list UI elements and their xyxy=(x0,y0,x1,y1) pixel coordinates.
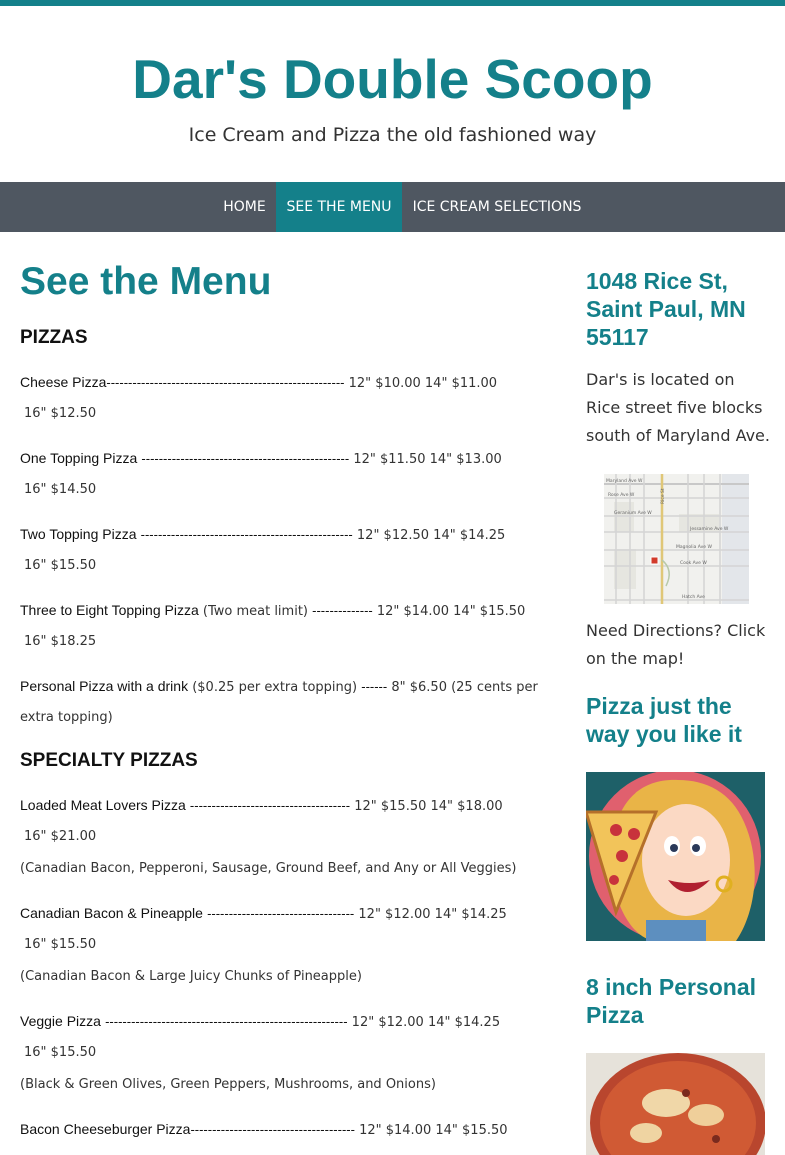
menu-item-name: Bacon Cheeseburger Pizza xyxy=(20,1121,191,1137)
menu-item-veggie-pizza xyxy=(20,1005,540,1039)
menu-item-prices: 12" $10.00 14" $11.00 xyxy=(348,376,498,391)
menu-item-cheese-pizza xyxy=(20,366,540,400)
menu-item-prices: 8" $6.50 (25 cents per xyxy=(391,680,538,695)
menu-item-bacon-cheeseburger-pizza xyxy=(20,1113,540,1147)
menu-item-leader: -------------- xyxy=(312,603,373,618)
map-image xyxy=(604,474,749,604)
menu-item-prices: 12" $15.50 14" $18.00 xyxy=(354,799,503,814)
personal-pizza-image xyxy=(586,1053,765,1155)
menu-item-leader: ------------------------------------------------- xyxy=(140,527,353,542)
menu-item-prices-continued: 16" $15.50 xyxy=(24,937,97,952)
menu-item-name: Three to Eight Topping Pizza xyxy=(20,602,199,618)
menu-item-name: Two Topping Pizza xyxy=(20,526,137,542)
menu-item-two-topping-pizza xyxy=(20,518,540,552)
location-text: Dar's is located on Rice street five blocks south of Maryland Ave. xyxy=(586,370,770,445)
menu-item-leader: ---------------------------------- xyxy=(207,906,355,921)
location-map[interactable] xyxy=(604,474,749,604)
menu-item-name: Veggie Pizza xyxy=(20,1013,101,1029)
menu-item-name: Loaded Meat Lovers Pizza xyxy=(20,797,186,813)
menu-item-description: (Black & Green Olives, Green Peppers, Mushrooms, and Onions) xyxy=(20,1077,436,1092)
menu-item-prices-continued: 16" $15.50 xyxy=(24,558,97,573)
pizza-heading: Pizza just the way you like it xyxy=(586,693,742,747)
menu-item-three-to-eight-topping-pizza xyxy=(20,594,540,628)
menu-item-note: ($0.25 per extra topping) xyxy=(188,680,362,695)
menu-item-description: (Canadian Bacon & Large Juicy Chunks of Pineapple) xyxy=(20,969,362,984)
menu-item-prices: 12" $14.00 14" $15.50 xyxy=(376,604,526,619)
directions-text[interactable]: Need Directions? Click on the map! xyxy=(586,621,766,668)
pizza-girl-illustration xyxy=(586,772,765,941)
menu-item-name: Canadian Bacon & Pineapple xyxy=(20,905,203,921)
map-label-hatch: Hatch Ave xyxy=(682,595,705,600)
page-title: See the Menu xyxy=(20,260,272,303)
menu-item-leader: ------ xyxy=(361,679,388,694)
section-heading-specialty-pizzas: SPECIALTY PIZZAS xyxy=(20,750,198,771)
menu-item-name: One Topping Pizza xyxy=(20,450,138,466)
nav-item-ice-cream-selections[interactable]: ICE CREAM SELECTIONS xyxy=(412,199,582,215)
menu-item-personal-pizza xyxy=(20,670,540,704)
menu-item-description: (Canadian Bacon, Pepperoni, Sausage, Ground Beef, and Any or All Veggies) xyxy=(20,861,517,876)
menu-item-prices-continued: 16" $21.00 xyxy=(24,829,97,844)
menu-item-prices: 12" $11.50 14" $13.00 xyxy=(353,452,502,467)
section-heading-pizzas: PIZZAS xyxy=(20,327,88,348)
menu-item-prices-continued: 16" $15.50 xyxy=(24,1045,97,1060)
menu-item-leader: ------------------------------------------------ xyxy=(141,451,350,466)
main-nav xyxy=(0,182,785,232)
map-label-geranium: Geranium Ave W xyxy=(614,511,652,516)
menu-item-name: Cheese Pizza xyxy=(20,374,107,390)
menu-item-prices: 12" $12.50 14" $14.25 xyxy=(356,528,506,543)
menu-item-one-topping-pizza xyxy=(20,442,540,476)
personal-pizza-heading: 8 inch Personal Pizza xyxy=(586,974,757,1028)
site-title[interactable]: Dar's Double Scoop xyxy=(132,48,653,110)
menu-item-name: Personal Pizza with a drink xyxy=(20,678,189,694)
menu-item-prices: 12" $12.00 14" $14.25 xyxy=(351,1015,501,1030)
menu-item-leader: ------------------------------------------------------- xyxy=(106,375,345,390)
map-label-rice: Rice St xyxy=(661,488,666,504)
map-label-rose: Rose Ave W xyxy=(608,493,635,498)
menu-item-note: (Two meat limit) xyxy=(198,604,313,619)
top-accent-bar xyxy=(0,0,785,6)
address-heading: 1048 Rice St, Saint Paul, MN 55117 xyxy=(586,268,746,350)
nav-item-see-the-menu[interactable]: SEE THE MENU xyxy=(276,182,402,232)
menu-item-leader: -------------------------------------- xyxy=(190,1122,355,1137)
map-label-cook: Cook Ave W xyxy=(680,561,707,566)
menu-item-prices-continued: 16" $14.50 xyxy=(24,482,97,497)
menu-item-prices: 12" $12.00 14" $14.25 xyxy=(358,907,507,922)
menu-item-prices-continued: 16" $18.25 xyxy=(24,634,97,649)
nav-item-home[interactable]: HOME xyxy=(223,199,266,215)
pizza-girl-image xyxy=(586,772,765,941)
map-label-magnolia: Magnolia Ave W xyxy=(676,545,712,550)
menu-item-leader: ------------------------------------- xyxy=(189,798,351,813)
map-label-jessamine: Jessamine Ave W xyxy=(690,527,729,532)
personal-pizza-photo xyxy=(586,1053,765,1155)
menu-item-prices-continued: 16" $12.50 xyxy=(24,406,97,421)
menu-item-leader: -------------------------------------------------------- xyxy=(105,1014,348,1029)
menu-item-loaded-meat-lovers-pizza xyxy=(20,789,540,823)
site-tagline: Ice Cream and Pizza the old fashioned way xyxy=(188,124,597,146)
menu-item-canadian-bacon-pineapple xyxy=(20,897,540,931)
menu-item-prices: 12" $14.00 14" $15.50 xyxy=(359,1123,508,1138)
map-label-maryland: Maryland Ave W xyxy=(606,479,643,484)
menu-item-prices-continued: extra topping) xyxy=(20,710,113,725)
